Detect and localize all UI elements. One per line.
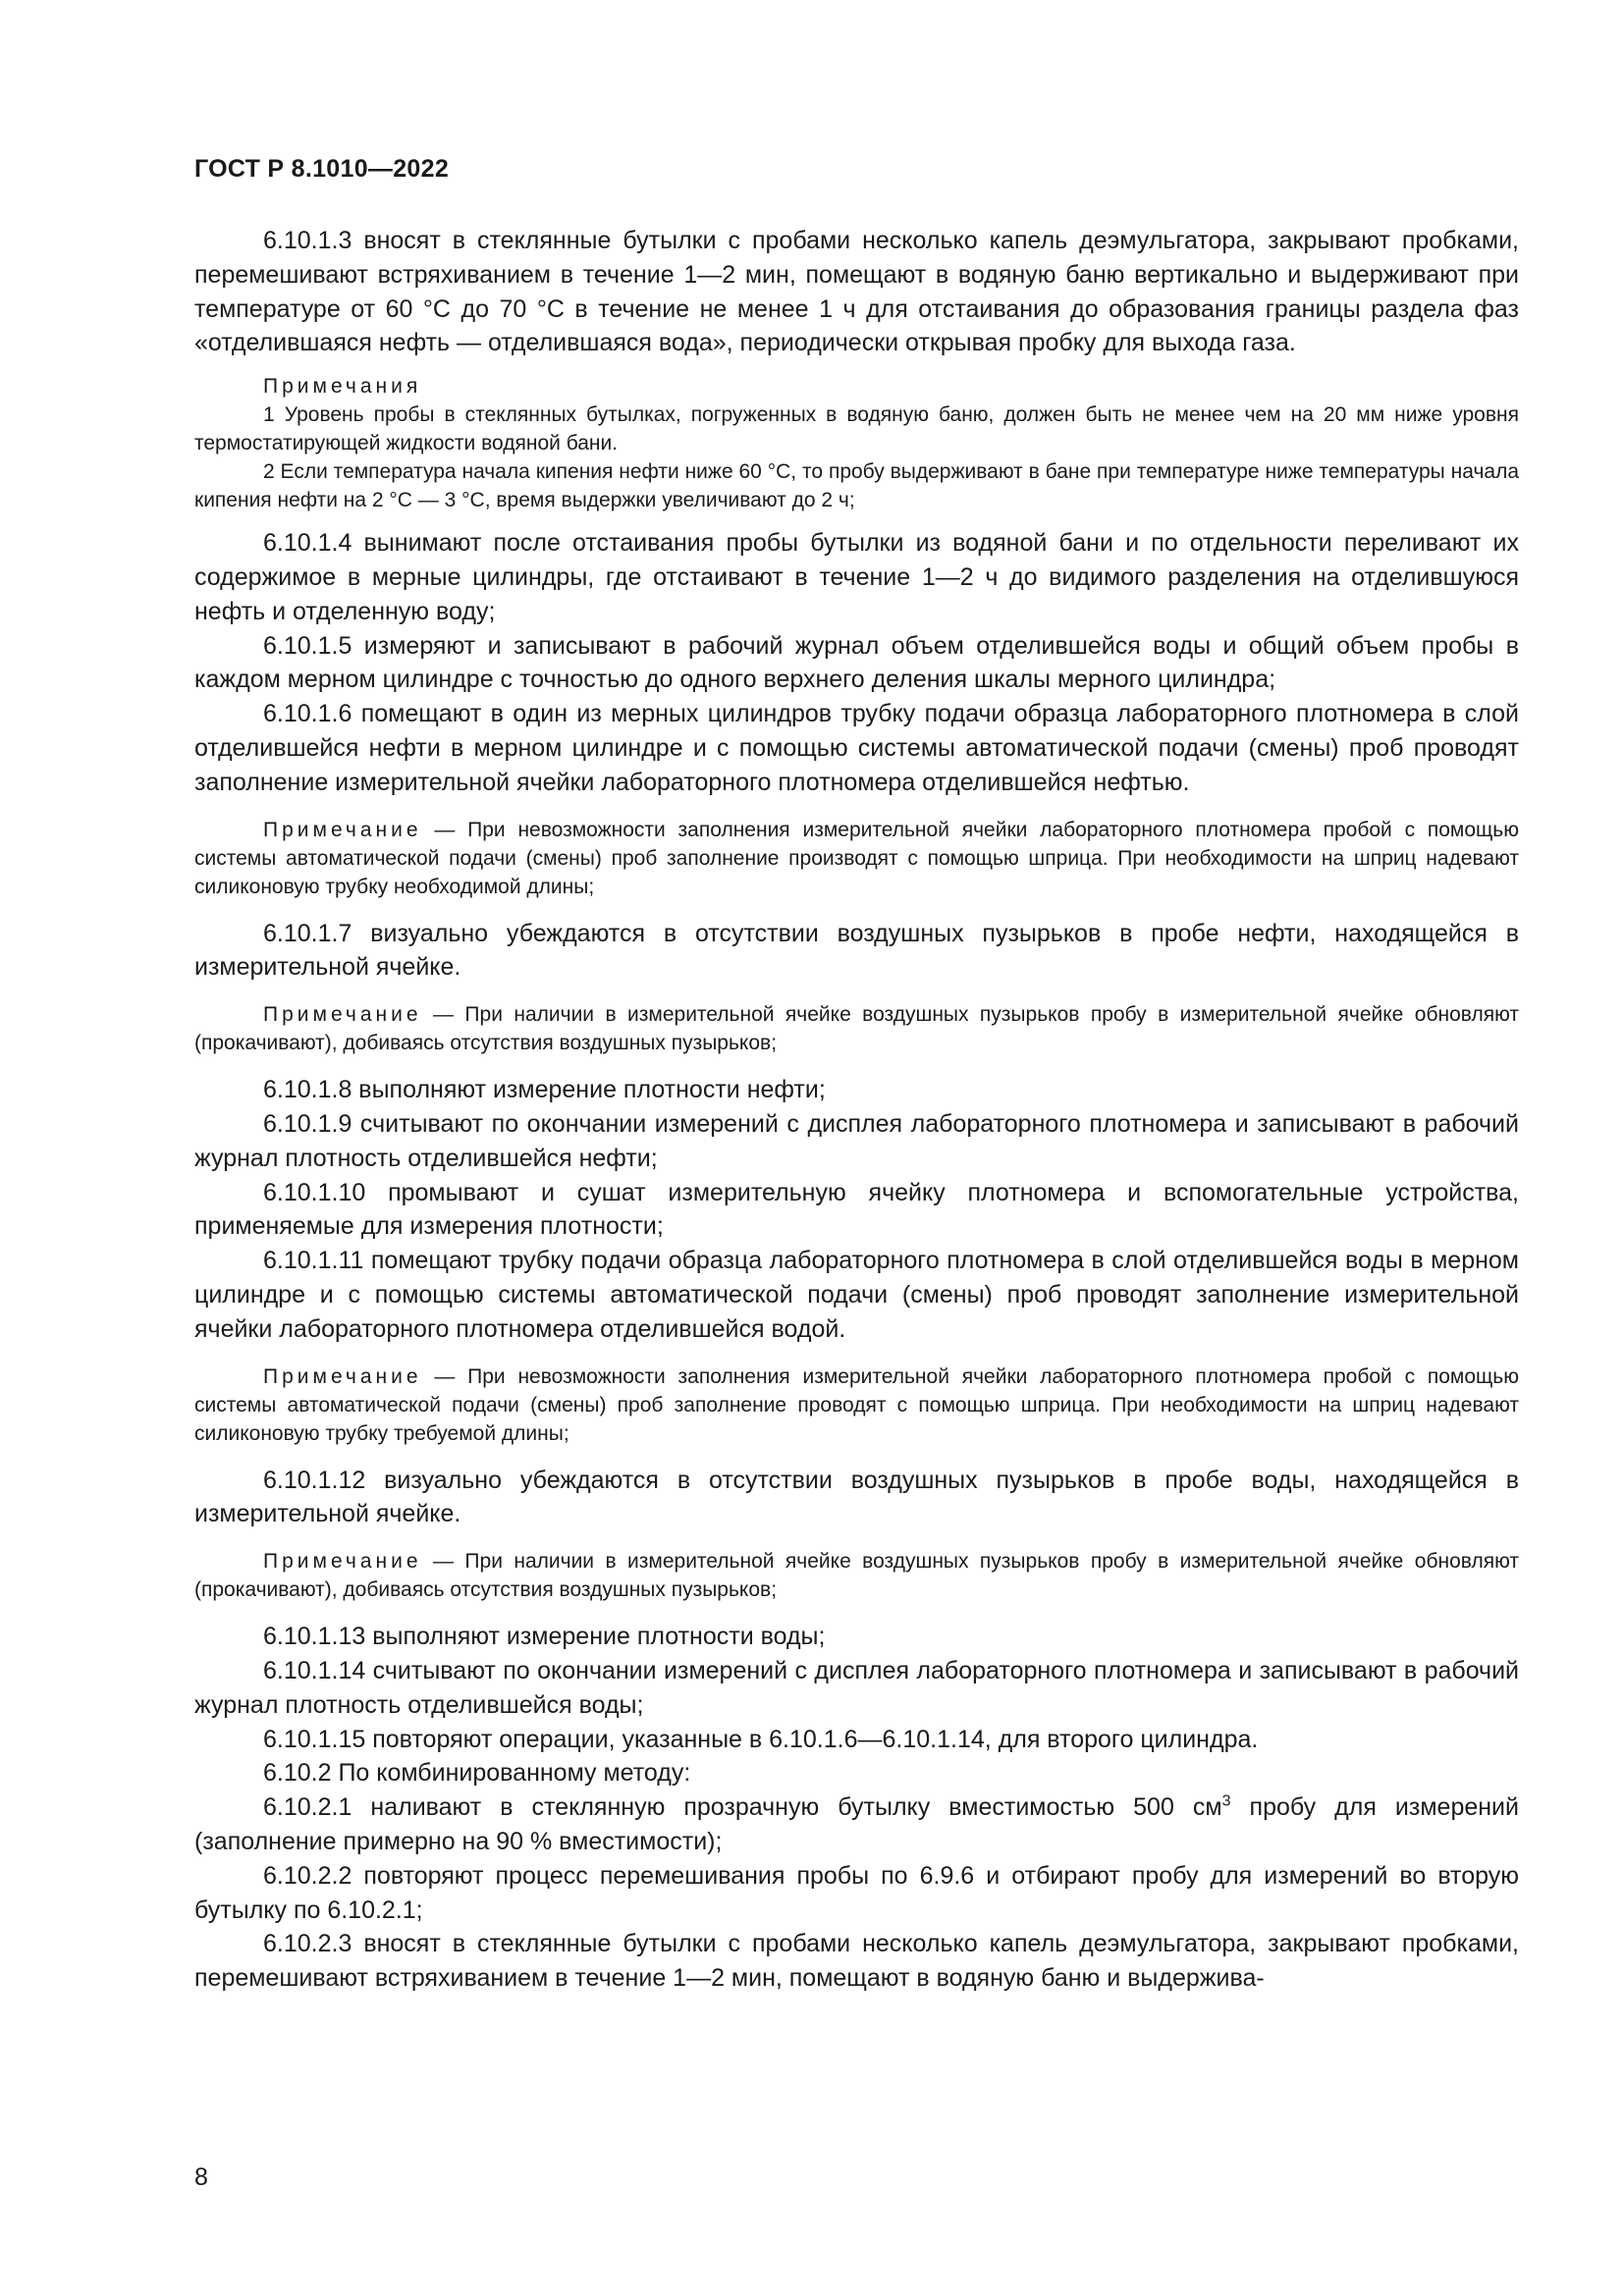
paragraph-6-10-1-12: 6.10.1.12 визуально убеждаются в отсутствии воздушных пузырьков в пробе воды, находящейся в измерительной ячейке. — [194, 1466, 1519, 1528]
paragraph-6-10-1-6: 6.10.1.6 помещают в один из мерных цилиндров трубку подачи образца лабораторного плотномера в слой отделившейся нефти в мерном цилиндре и с помощью системы автоматической подачи (смены) проб проводят заполнение измерительной ячейки лабораторного плотномера отделившейся нефтью. — [194, 700, 1519, 796]
paragraph-6-10-1-10: 6.10.1.10 промывают и сушат измерительную ячейку плотномера и вспомогательные устройства, применяемые для измерения плотности; — [194, 1178, 1519, 1241]
note — [194, 816, 1519, 901]
note-text: — При наличии в измерительной ячейке воздушных пузырьков пробу в измерительной ячейке обновляют (прокачивают), добиваясь отсутствия воздушных пузырьков; — [194, 1550, 1519, 1602]
note-text: — При невозможности заполнения измерительной ячейки лабораторного плотномера пробой с помощью системы автоматической подачи (смены) проб заполнение проводят с помощью шприца. При необходимости на шприц надевают силиконовую трубку требуемой длины; — [194, 1364, 1519, 1445]
paragraph-6-10-2-1 — [194, 1790, 1519, 1859]
paragraph-6-10-1-8: 6.10.1.8 выполняют измерение плотности нефти; — [263, 1076, 826, 1104]
notes-title: Примечания — [263, 375, 422, 399]
paragraph-6-10-1-5: 6.10.1.5 измеряют и записывают в рабочий журнал объем отделившейся воды и общий объем пробы в каждом мерном цилиндре с точностью до одного верхнего деления шкалы мерного цилиндра; — [194, 631, 1519, 694]
paragraph-6-10-1-15: 6.10.1.15 повторяют операции, указанные в 6.10.1.6—6.10.1.14, для второго цилиндра. — [263, 1725, 1259, 1753]
paragraph-6-10-1-7: 6.10.1.7 визуально убеждаются в отсутствии воздушных пузырьков в пробе нефти, находящейся в измерительной ячейке. — [194, 919, 1519, 982]
document-code-header: ГОСТ Р 8.1010—2022 — [194, 155, 450, 183]
note-heading: Примечание — [263, 1550, 422, 1574]
paragraph-6-10-2-2: 6.10.2.2 повторяют процесс перемешивания пробы по 6.9.6 и отбирают пробу для измерений во вторую бутылку по 6.10.2.1; — [194, 1861, 1519, 1924]
note-heading: Примечание — [263, 1003, 422, 1027]
paragraph-6-10-2: 6.10.2 По комбинированному методу: — [263, 1759, 691, 1788]
paragraph-6-10-1-9: 6.10.1.9 считывают по окончании измерений с дисплея лабораторного плотномера и записывают в рабочий журнал плотность отделившейся нефти; — [194, 1109, 1519, 1172]
paragraph-6-10-1-4: 6.10.1.4 вынимают после отстаивания пробы бутылки из водяной бани и по отдельности переливают их содержимое в мерные цилиндры, где отстаивают в течение 1—2 ч до видимого разделения на отделившуюся нефть и отделенную воду; — [194, 529, 1519, 625]
note-item: 2 Если температура начала кипения нефти ниже 60 °С, то пробу выдерживают в бане при температуре ниже температуры начала кипения нефти на 2 °С — 3 °С, время выдержки увеличивают до 2 ч; — [194, 460, 1519, 512]
paragraph-6-10-1-14: 6.10.1.14 считывают по окончании измерений с дисплея лабораторного плотномера и записывают в рабочий журнал плотность отделившейся воды; — [194, 1656, 1519, 1719]
note-item: 1 Уровень пробы в стеклянных бутылках, погруженных в водяную баню, должен быть не менее чем на 20 мм ниже уровня термостатирующей жидкости водяной бани. — [194, 403, 1519, 455]
page-number: 8 — [194, 2163, 208, 2191]
paragraph-6-10-1-11: 6.10.1.11 помещают трубку подачи образца лабораторного плотномера в слой отделившейся воды в мерном цилиндре и с помощью системы автоматической подачи (смены) проб проводят заполнение измерительной ячейки лабораторного плотномера отделившейся водой. — [194, 1247, 1519, 1343]
note-heading: Примечание — [263, 1364, 422, 1388]
paragraph-6-10-1-13: 6.10.1.13 выполняют измерение плотности воды; — [263, 1623, 826, 1651]
paragraph-6-10-2-3: 6.10.2.3 вносят в стеклянные бутылки с пробами несколько капель деэмульгатора, закрывают пробками, перемешивают встряхиванием в течение 1—2 мин, помещают в водяную баню и выдержива- — [194, 1930, 1519, 1993]
note-text: — При невозможности заполнения измерительной ячейки лабораторного плотномера пробой с помощью системы автоматической подачи (смены) проб заполнение производят с помощью шприца. При необходимости на шприц надевают силиконовую трубку необходимой длины; — [194, 818, 1519, 898]
note — [194, 1000, 1519, 1057]
paragraph-6-10-1-3: 6.10.1.3 вносят в стеклянные бутылки с пробами несколько капель деэмульгатора, закрывают пробками, перемешивают встряхиванием в течение 1—2 мин, помещают в водяную баню вертикально и выдерживают при температуре от 60 °С до 70 °С в течение не менее 1 ч для отстаивания до образования границы раздела фаз «отделившаяся нефть — отделившаяся вода», периодически открывая пробку для выхода газа. — [194, 227, 1519, 357]
note — [194, 1362, 1519, 1448]
note-heading: Примечание — [263, 818, 422, 841]
note — [194, 1547, 1519, 1604]
note-text: — При наличии в измерительной ячейке воздушных пузырьков пробу в измерительной ячейке обновляют (прокачивают), добиваясь отсутствия воздушных пузырьков; — [194, 1003, 1519, 1055]
paragraph-text: пробу для измерений (заполнение примерно на 90 % вместимости); — [194, 1793, 1519, 1855]
notes-block — [194, 372, 1519, 514]
superscript: 3 — [1221, 1792, 1231, 1810]
paragraph-text: 6.10.2.1 наливают в стеклянную прозрачную бутылку вместимостью 500 см — [263, 1793, 1222, 1822]
page-content — [194, 224, 1519, 1996]
